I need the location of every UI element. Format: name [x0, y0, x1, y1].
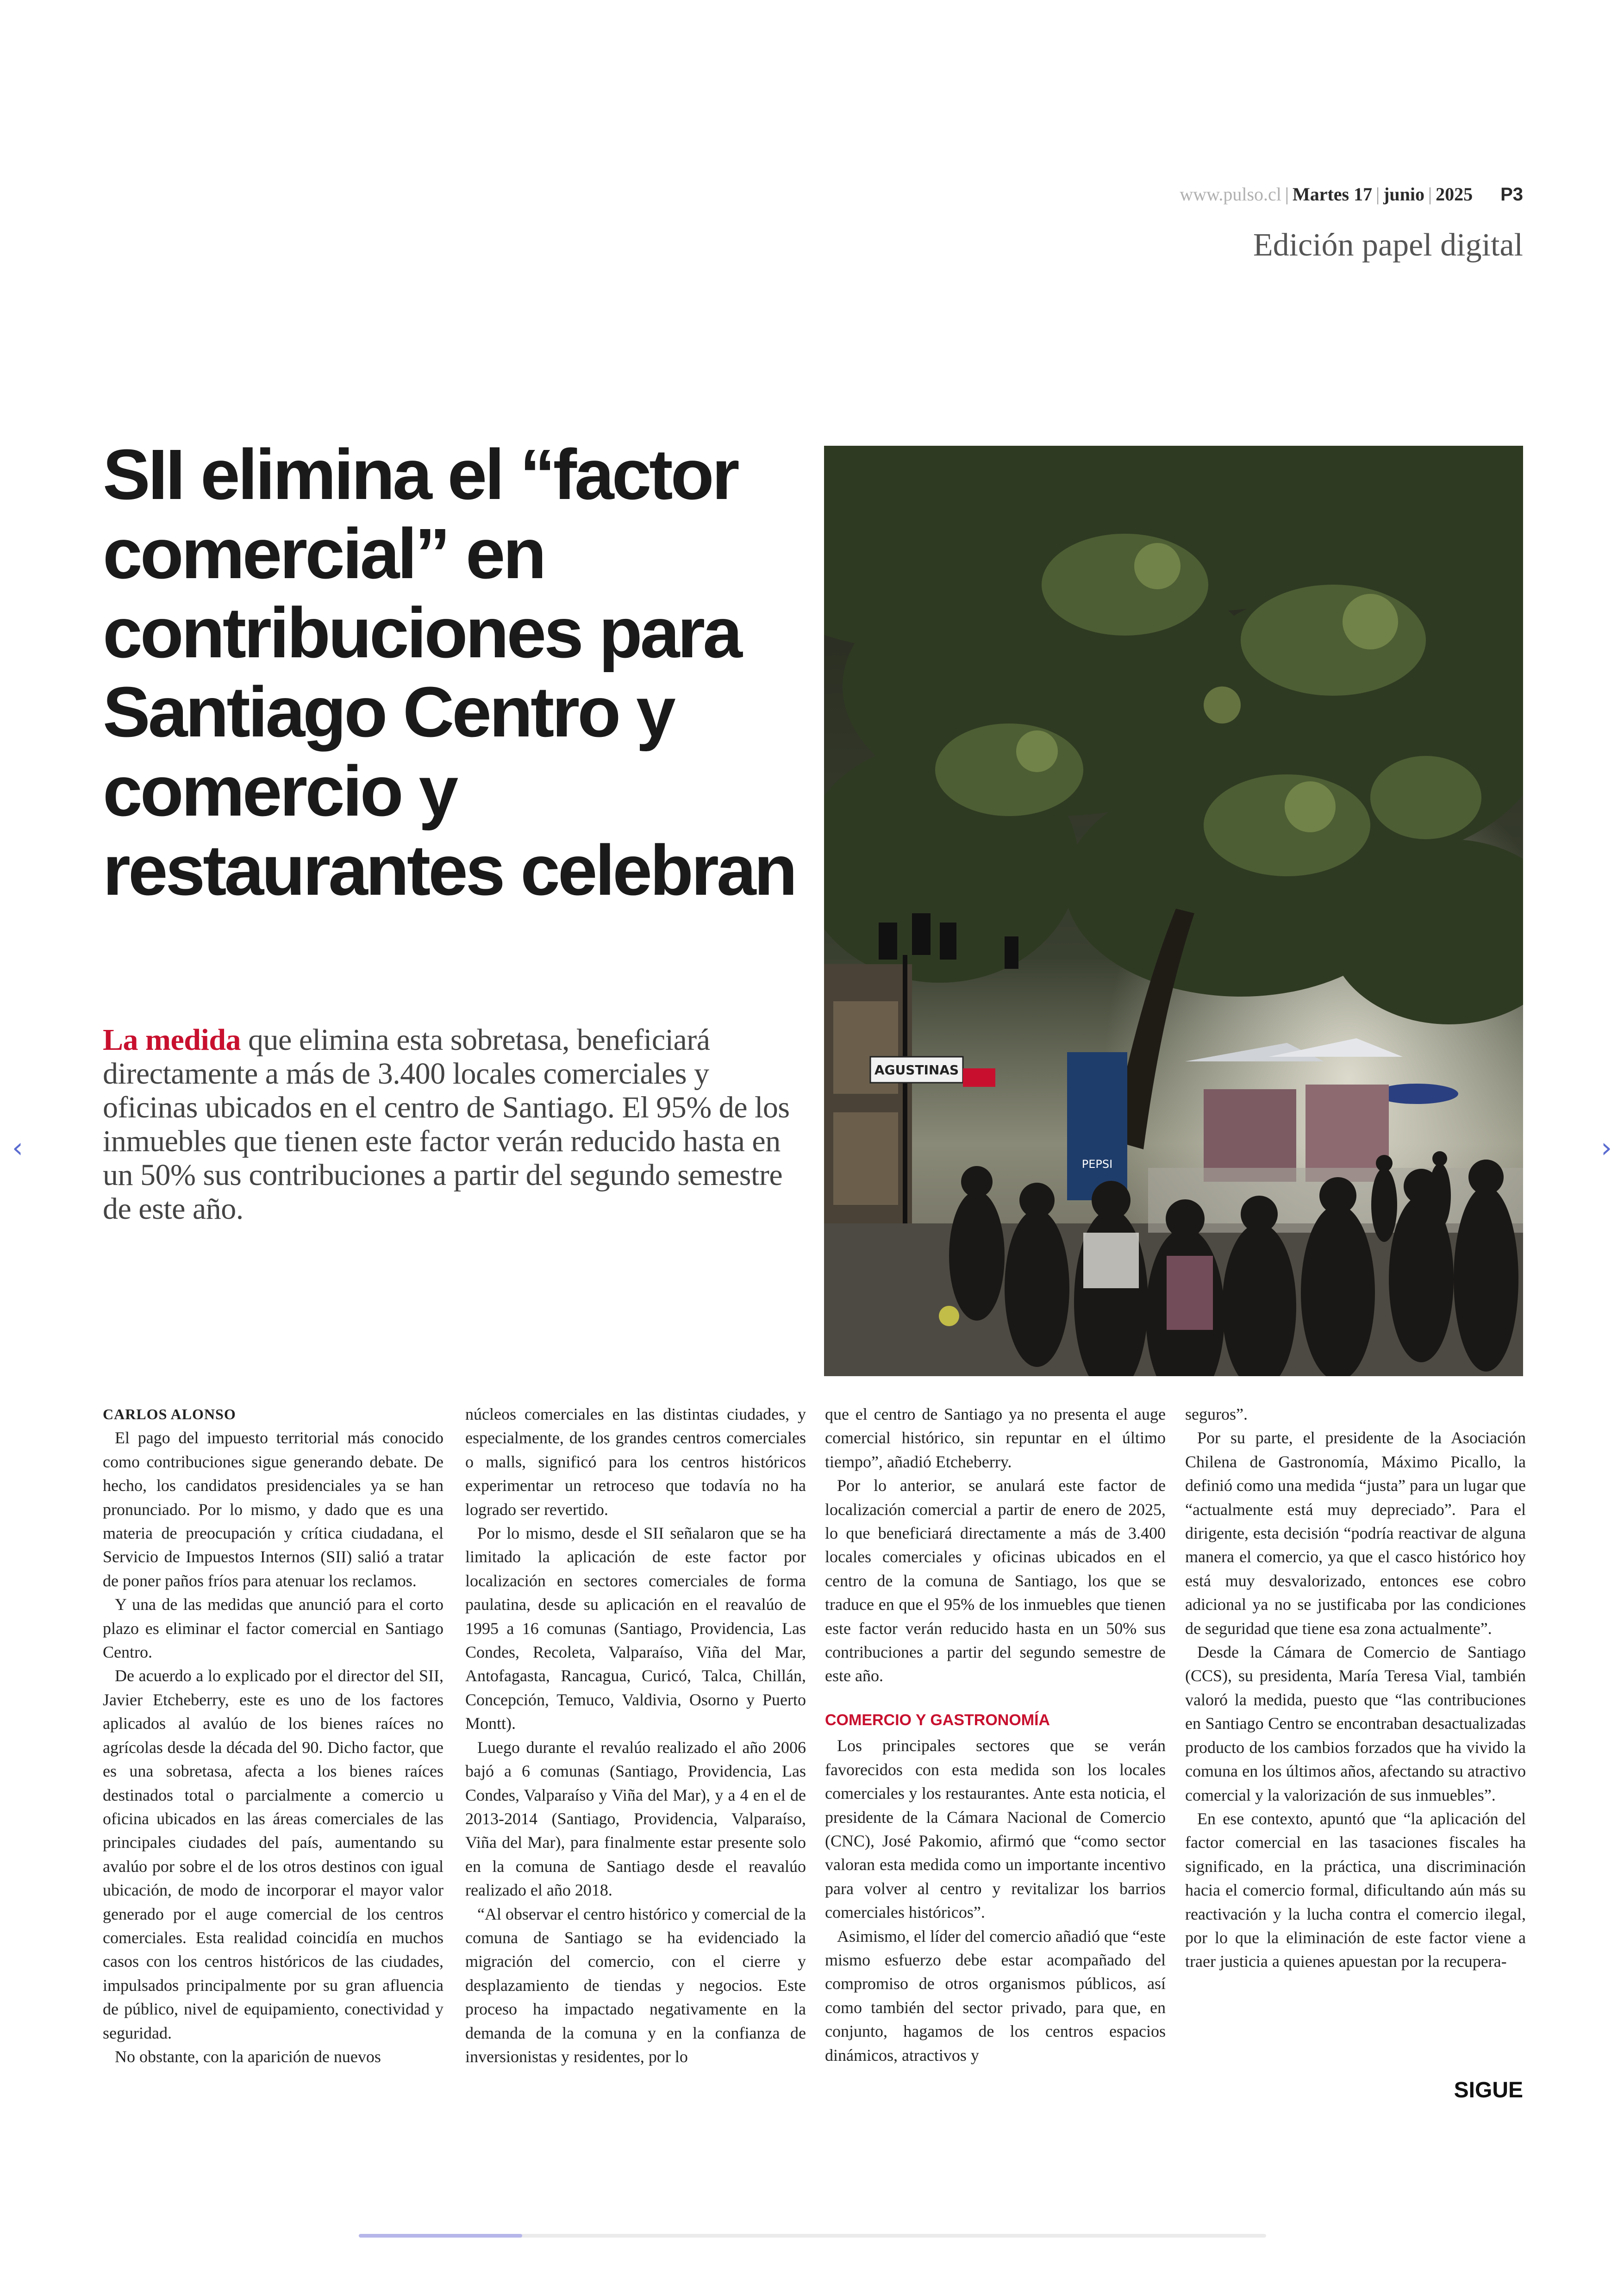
- paragraph: Los principales sectores que se verán favorecidos con esta medida son los locales comerciales y los restaurantes. Ante esta noticia, el presidente de la Cámara Nacional de Comercio (CNC), José Pakomio, afirmó que “como sector valoran esta medida como un importante incentivo para volver al centro y revitalizar los barrios comerciales históricos”.: [825, 1736, 1166, 1922]
- paragraph: que el centro de Santiago ya no presenta el auge comercial histórico, sin repuntar en el último tiempo”, añadió Etcheberry.: [825, 1405, 1166, 1471]
- page-progress-fill: [359, 2234, 522, 2238]
- article-column-2: [465, 1403, 806, 2069]
- issue-year: 2025: [1436, 184, 1473, 205]
- street-scene-illustration: [824, 446, 1523, 1376]
- continue-label: SIGUE: [1454, 2078, 1523, 2102]
- paragraph: Luego durante el revalúo realizado el año 2006 bajó a 6 comunas (Santiago, Providencia, Las Condes, Valparaíso y Viña del Mar), y a 4 en el de 2013-2014 (Santiago, Providencia, Valparaíso, Viña del Mar), para finalmente estar presente solo en la comuna de Santiago desde el reavalúo realizado el año 2018.: [465, 1738, 806, 1900]
- article-column-3: [825, 1403, 1166, 2067]
- page-progress-track[interactable]: [359, 2234, 1266, 2238]
- headline: SII elimina el “factor comercial” en contribuciones para Santiago Centro y comercio y restaurantes celebran: [103, 435, 795, 910]
- paragraph: Asimismo, el líder del comercio añadió que “este mismo esfuerzo debe estar acompañado del compromiso de otros organismos públicos, así como también del sector privado, para que, en conjunto, hagamos de los centros espacios dinámicos, atractivos y: [825, 1927, 1166, 2064]
- paragraph: No obstante, con la aparición de nuevos: [115, 2047, 381, 2066]
- paragraph: Por lo anterior, se anulará este factor de localización comercial a partir de enero de 2025, lo que beneficiará directamente a más de 3.400 locales comerciales y oficinas ubicados en el centro de la comuna de Santiago, los que se traduce en que el 95% de los inmuebles que tienen este factor verán reducido hasta en un 50% sus contribuciones a partir del segundo semestre de este año.: [825, 1476, 1166, 1685]
- article-column-4: [1185, 1403, 1526, 1974]
- deck-text: que elimina esta sobretasa, beneficiará directamente a más de 3.400 locales comerciales y oficinas ubicados en el centro de Santiago. El 95% de los inmuebles que tienen este factor verán reducido hasta en un 50% sus contribuciones a partir del segundo semestre de este año.: [103, 1023, 790, 1226]
- next-page-chevron-icon[interactable]: ›: [1601, 1132, 1612, 1164]
- paragraph: De acuerdo a lo explicado por el director del SII, Javier Etcheberry, este es uno de los factores aplicados al avalúo de los bienes raíces no agrícolas desde la década del 90. Dicho factor, que es una sobretasa, afecta a los bienes raíces destinados total o parcialmente a comercio u oficina ubicados en las áreas comerciales de las principales ciudades del país, aumentando su avalúo por sobre el de los otros destinos con igual ubicación, de modo de incorporar el mayor valor generado por el auge comercial de los centros comerciales. Esta realidad coincidía en muchos casos con los centros históricos de las ciudades, impulsados principalmente por su gran afluencia de público, nivel de equipamiento, conectividad y seguridad.: [103, 1666, 443, 2042]
- street-sign-text: AGUSTINAS: [874, 1062, 959, 1078]
- paragraph: núcleos comerciales en las distintas ciudades, y especialmente, de los grandes centros comerciales o malls, significó para los centros históricos experimentar un retroceso que todavía no ha logrado ser revertido.: [465, 1405, 806, 1519]
- issue-date: Martes 17: [1292, 184, 1373, 205]
- paragraph: El pago del impuesto territorial más conocido como contribuciones sigue generando debate. De hecho, los candidatos presidenciales ya se han pronunciado. Por lo mismo, y dado que es una materia de preocupación y crítica ciudadana, el Servicio de Impuestos Internos (SII) salió a tratar de poner paños fríos para atenuar los reclamos.: [103, 1428, 443, 1590]
- deck: [103, 1023, 811, 1226]
- paragraph: Por su parte, el presidente de la Asociación Chilena de Gastronomía, Máximo Picallo, la definió como una medida “justa” para un lugar que “actualmente está muy depreciado”. Para el dirigente, esta decisión “podría reactivar de alguna manera el comercio, ya que el casco histórico hoy está muy desvalorizado, entonces ese cobro adicional ya no se justificaba por las condiciones de seguridad que tiene esa zona actualmente”.: [1185, 1428, 1526, 1638]
- byline: CARLOS ALONSO: [103, 1406, 236, 1422]
- prev-page-chevron-icon[interactable]: ‹: [12, 1132, 23, 1164]
- paragraph: Por lo mismo, desde el SII señalaron que se ha limitado la aplicación de este factor por localización en sectores comerciales de forma paulatina, desde su aplicación en el reavalúo de 1995 a 16 comunas (Santiago, Providencia, Las Condes, Recoleta, Valparaíso, Viña del Mar, Antofagasta, Rancagua, Curicó, Talca, Chillán, Concepción, Temuco, Valdivia, Osorno y Puerto Montt).: [465, 1524, 806, 1733]
- paragraph: En ese contexto, apuntó que “la aplicación del factor comercial en las tasaciones fiscales ha significado, en la práctica, una discriminación hacia el comercio formal, dificultando aún más su reactivación y la lucha contra el comercio ilegal, por lo que la eliminación de este factor viene a traer justicia a quienes apuestan por la recupera-: [1185, 1809, 1526, 1971]
- issue-month: junio: [1383, 184, 1425, 205]
- kiosk-text: PEPSI: [1081, 1158, 1113, 1171]
- paragraph: Y una de las medidas que anunció para el corto plazo es eliminar el factor comercial en Santiago Centro.: [103, 1595, 443, 1662]
- article-column-1: [103, 1403, 443, 2069]
- edition-label: Edición papel digital: [1253, 227, 1523, 263]
- paragraph: seguros”.: [1185, 1405, 1248, 1423]
- paragraph: “Al observar el centro histórico y comercial de la comuna de Santiago se ha evidenciado la migración del comercio, con el cierre y desplazamiento de tiendas y negocios. Este proceso ha impactado negativamente en la demanda de la comuna y en la confianza de inversionistas y residentes, por lo: [465, 1904, 806, 2066]
- section-subhead: COMERCIO Y GASTRONOMÍA: [825, 1711, 1050, 1729]
- deck-lead: La medida: [103, 1023, 241, 1057]
- page-number: P3: [1500, 184, 1523, 205]
- article-photo: [824, 446, 1523, 1376]
- paragraph: Desde la Cámara de Comercio de Santiago (CCS), su presidenta, María Teresa Vial, también valoró la medida, puesto que “las contribuciones en Santiago Centro se encontraban desactualizadas producto de los cambios forzados que ha vivido la comuna en los últimos años, afectando su atractivo comercial y la valorización de sus inmuebles”.: [1185, 1643, 1526, 1804]
- site-url[interactable]: www.pulso.cl: [1180, 184, 1281, 205]
- page-header: www.pulso.cl | Martes 17 | junio | 2025 P3: [1180, 184, 1523, 205]
